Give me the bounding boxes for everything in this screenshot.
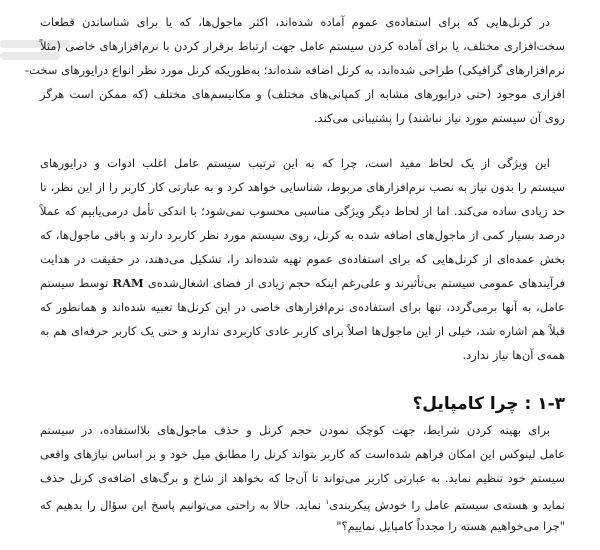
- text-line: افزاری موجود (حتی درایورهای مشابه از کمپانی‌های مختلف) و مکانیسم‌های مختلف (که ممکن است هرگز: [40, 87, 565, 101]
- text-line: در کرنل‌هایی که برای استفاده‌ی عموم آماده شده‌اند، اکثر ماجول‌ها، که یا برای شناساندن قطعات: [40, 15, 550, 29]
- text-line: سیستم را بدون نیاز به نصب نرم‌افزارهای مربوط، شناسایی خواهد کرد و به عبارتی کار کاربر را از این نظر، تا: [40, 180, 565, 194]
- text-segment: نماید. حالا به راحتی می‌توانیم پاسخ این سؤال را بدهیم که: [40, 497, 322, 512]
- text-line: درصد بسیار کمی از ماجول‌های اضافه شده به کرنل، روی سیستم مورد نظر کاربرد دارند و باقی ماجول‌ها، که: [40, 228, 565, 242]
- text-line: نرم‌افزارهای گرافیکی) طراحی شده‌اند، به کرنل اضافه شده‌اند؛ به‌طوریکه کرنل مورد نظر انواع درایورهای سخت-: [24, 63, 565, 77]
- text-line: این ویژگی از یک لحاظ مفید است، چرا که به این ترتیب سیستم عامل اغلب ادوات و درایورهای: [40, 156, 550, 170]
- text-line: روی آن سیستم مورد نیاز نباشند) را پشتیبانی می‌کند.: [313, 111, 565, 125]
- text-line: سخت‌افزاری مختلف، یا برای آماده کردن سیستم عامل جهت ارتباط برقرار کردن با نرم‌افزارهای خاصی (مثلاً: [40, 39, 565, 53]
- ram-term: RAM: [112, 276, 144, 290]
- text-segment: نماید و هسته‌ی سیستم عامل را خودش پیکربندی: [329, 497, 566, 512]
- footnote-marker[interactable]: ۱: [325, 498, 330, 506]
- text-line: [40, 273, 565, 293]
- text-segment: فرآیندهای عمومی سیستم بی‌تأثیرند و علی‌رغم اینکه حجم زیادی از فضای اشغال‌شده‌ی: [147, 276, 566, 290]
- text-line: حد زیادی ساده می‌کند. اما از لحاظ دیگر ویژگی مناسبی محسوب نمی‌شود؛ با اندکی تأمل درمی‌یابیم که عملاً: [40, 204, 565, 218]
- text-line: همه‌ی آن‌ها نیاز ندارد.: [462, 348, 565, 362]
- section-heading: ۱-۳ : چرا کامپایل؟: [412, 394, 565, 414]
- text-line: عامل لینوکس این امکان فراهم شده‌است که کاربر بتواند کرنل را مطابق میل خود و بر اساس نیازهای واقعی: [40, 447, 565, 461]
- text-line: سیستم خود تنظیم نماید. به عبارتی کاربر می‌تواند تا آن‌جا که بخواهد از شاخ و برگ‌های اضافه‌ی کرنل حذف: [40, 471, 565, 485]
- text-line: برای بهینه کردن شرایط، جهت کوچک نمودن حجم کرنل و حذف ماجول‌های بلااستفاده، در سیستم: [40, 423, 550, 437]
- text-line: قبلاً هم اشاره شد، خیلی از این ماجول‌ها اصلاً برای کاربر عادی کاربردی ندارند و حتی یک کاربر حرفه‌ای هم به: [40, 324, 565, 338]
- text-line: بخش عمده‌ای از کرنل‌هایی که برای استفاده‌ی عموم تهیه شده‌اند را، تشکیل می‌دهند، در حقیقت در هدایت: [40, 252, 565, 266]
- text-line: عامل، به آنها برمی‌گردد، تنها برای استفاده‌ی نرم‌افزارهای خاصی در این کرنل‌ها تعبیه شده‌اند و همانطور که: [40, 300, 565, 314]
- text-line: "چرا می‌خواهیم هسته را مجدداً کامپایل نماییم؟": [336, 519, 565, 533]
- text-line: [40, 492, 565, 515]
- text-segment: توسط سیستم: [40, 276, 109, 290]
